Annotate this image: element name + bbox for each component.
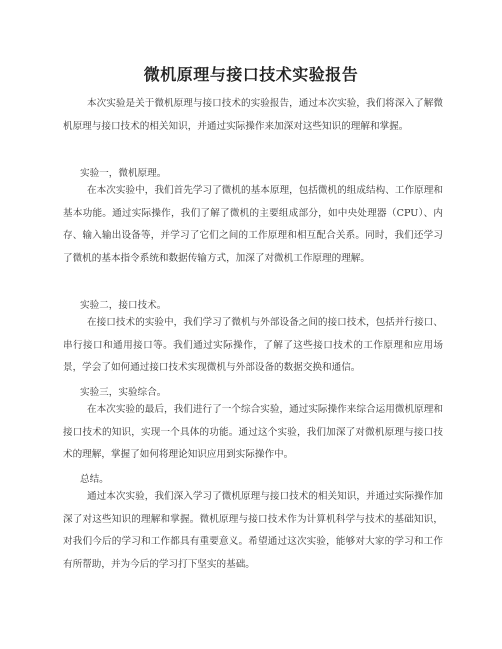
- section-body-3: 在本次实验的最后，我们进行了一个综合实验，通过实际操作来综合运用微机原理和接口技术的知识，实现一个具体的功能。通过这个实验，我们加深了对微机原理与接口技术的理解，掌握了如何将理论知识应用到实际操作中。: [63, 404, 443, 460]
- intro-paragraph: 本次实验是关于微机原理与接口技术的实验报告，通过本次实验，我们将深入了解微机原理与接口技术的相关知识，并通过实际操作来加深对这些知识的理解和掌握。: [63, 98, 443, 132]
- section-body-4: 通过本次实验，我们深入学习了微机原理与接口技术的相关知识，并通过实际操作加深了对这些知识的理解和掌握。微机原理与接口技术作为计算机科学与技术的基础知识，对我们今后的学习和工作都具有重要意义。希望通过这次实验，能够对大家的学习和工作有所帮助，并为今后的学习打下坚实的基础。: [63, 491, 443, 570]
- document-title: 微机原理与接口技术实验报告: [143, 65, 359, 84]
- section-heading-4: 总结。: [80, 474, 109, 485]
- section-body-1: 在本次实验中，我们首先学习了微机的基本原理，包括微机的组成结构、工作原理和基本功能。通过实际操作，我们了解了微机的主要组成部分，如中央处理器（CPU）、内存、输入输出设备等，并学习了它们之间的工作原理和相互配合关系。同时，我们还学习了微机的基本指令系统和数据传输方式，加深了对微机工作原理的理解。: [63, 185, 443, 264]
- section-body-2: 在接口技术的实验中，我们学习了微机与外部设备之间的接口技术，包括并行接口、串行接口和通用接口等。我们通过实际操作，了解了这些接口技术的工作原理和应用场景，学会了如何通过接口技术实现微机与外部设备的数据交换和通信。: [63, 317, 443, 373]
- section-heading-3: 实验三，实验综合。: [80, 387, 167, 398]
- section-heading-1: 实验一，微机原理。: [80, 168, 167, 179]
- section-heading-2: 实验二，接口技术。: [80, 300, 167, 311]
